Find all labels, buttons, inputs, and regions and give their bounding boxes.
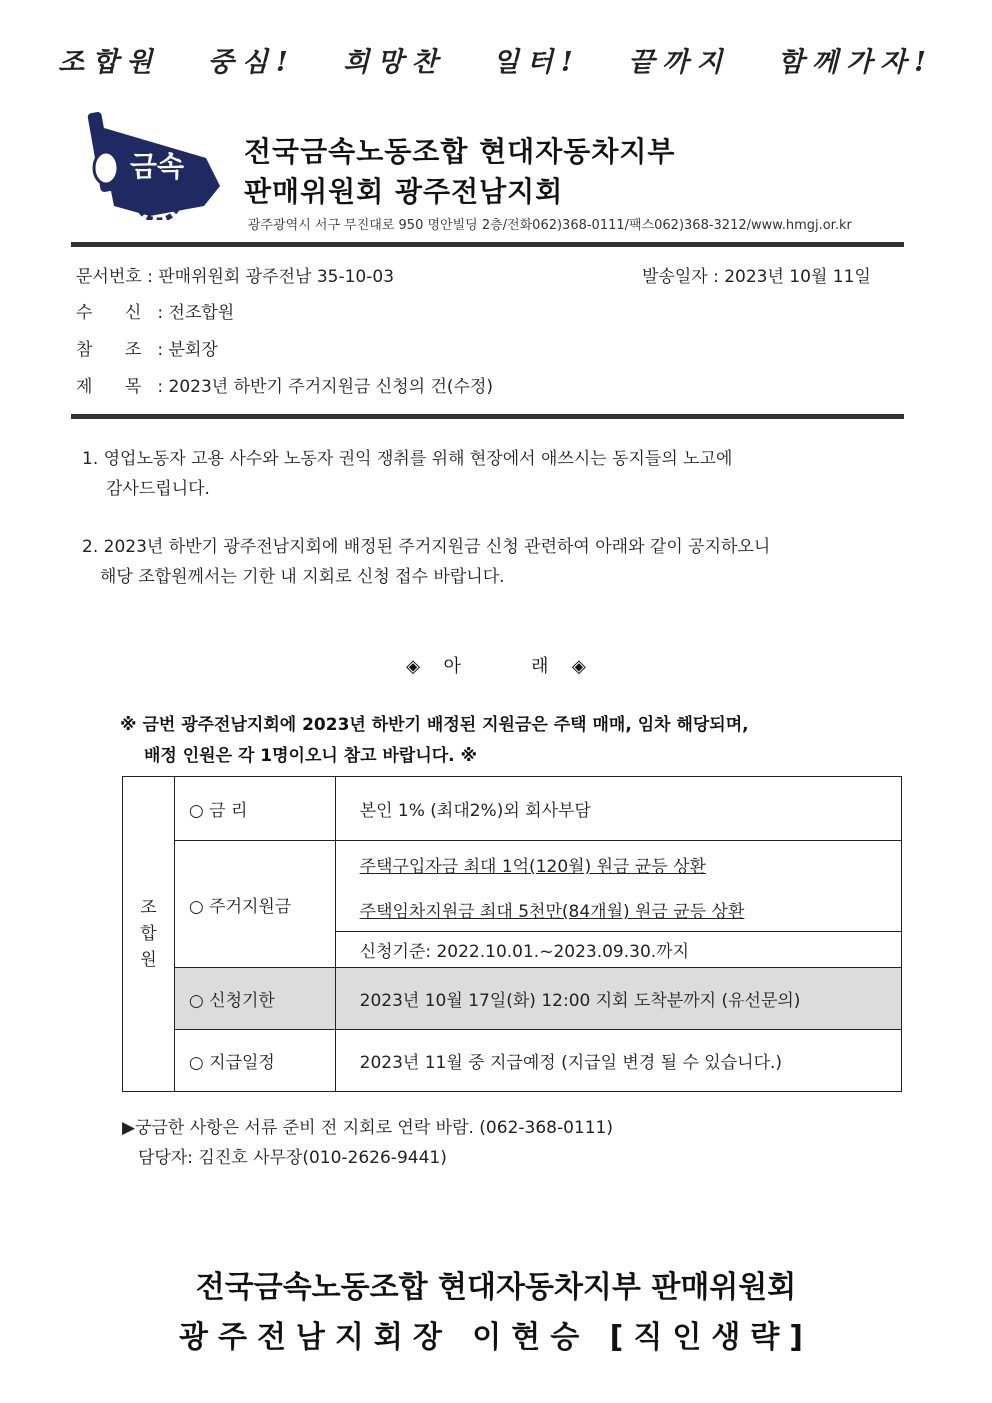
side-label — [123, 777, 175, 1092]
row-label: ○ 금 리 — [174, 777, 335, 841]
table-row-interest — [123, 777, 902, 841]
doc-number-label: 문서번호 — [76, 267, 142, 287]
info-table — [122, 776, 902, 1092]
row-value: 2023년 11월 중 지급예정 (지급일 변경 될 수 있습니다.) — [335, 1030, 901, 1092]
paragraph-2-line-2: 해당 조합원께서는 기한 내 지회로 신청 접수 바랍니다. — [100, 567, 505, 587]
paragraph-1-line-2: 감사드립니다. — [106, 479, 210, 499]
reference-label: 참 조 — [76, 340, 142, 360]
paragraph-2 — [82, 532, 770, 592]
row-value: 본인 1% (최대2%)외 회사부담 — [335, 777, 901, 841]
row-value: 2023년 10월 17일(화) 12:00 지회 도착분까지 (유선문의) — [335, 968, 901, 1030]
recipient-label: 수 신 — [76, 303, 142, 323]
contact-info — [122, 1113, 613, 1173]
paragraph-2-line-1: 2. 2023년 하반기 광주전남지회에 배정된 주거지원금 신청 관련하여 아래와 같이 공지하오니 — [82, 537, 771, 557]
table-row-support — [123, 841, 902, 889]
row-value-purchase: 주택구입자금 최대 1억(120월) 원금 균등 상환 — [335, 841, 901, 889]
send-date: 발송일자 : 2023년 10월 11일 — [642, 267, 871, 287]
notice — [120, 710, 749, 772]
meta-divider — [71, 414, 904, 419]
row-label: ○ 신청기한 — [174, 968, 335, 1030]
row-label: ○ 지급일정 — [174, 1030, 335, 1092]
subject-label: 제 목 — [76, 377, 142, 397]
footer-org: 전국금속노동조합 현대자동차지부 판매위원회 — [195, 1270, 797, 1305]
side-label-char: 합 — [140, 924, 157, 944]
org-name-line1: 전국금속노동조합 현대자동차지부 — [244, 135, 676, 168]
contact-line-2: 담당자: 김진호 사무장(010-2626-9441) — [138, 1148, 447, 1168]
table-row-deadline — [123, 968, 902, 1030]
subject: : 2023년 하반기 주거지원금 신청의 건(수정) — [157, 377, 494, 397]
org-address: 광주광역시 서구 무진대로 950 명안빌딩 2층/전화062)368-0111/팩스062)368-3212/www.hmgj.or.kr — [248, 218, 852, 233]
contact-line-1: ▶궁금한 사항은 서류 준비 전 지회로 연락 바람. (062-368-0111) — [122, 1118, 613, 1138]
paragraph-1-line-1: 1. 영업노동자 고용 사수와 노동자 권익 쟁취를 위해 현장에서 애쓰시는 동지들의 노고에 — [82, 449, 733, 469]
union-logo — [86, 106, 226, 220]
footer-signature: 광주전남지회장 이현승 [직인생략] — [178, 1320, 814, 1355]
header-divider — [71, 242, 904, 247]
logo-text: 금속 — [130, 150, 185, 183]
row-value-lease: 주택임차지원금 최대 5천만(84개월) 원금 균등 상환 — [335, 889, 901, 932]
org-name-line2: 판매위원회 광주전남지회 — [244, 175, 564, 208]
ahrae-heading: ◈ 아 래 ◈ — [406, 656, 586, 677]
doc-number-row — [76, 262, 394, 287]
row-label: ○ 주거지원금 — [174, 841, 335, 968]
notice-line-1: ※ 금번 광주전남지회에 2023년 하반기 배정된 지원금은 주택 매매, 임차 해당되며, — [120, 715, 749, 735]
logo-fist-icon — [94, 152, 118, 184]
row-value-criteria: 신청기준: 2022.10.01.~2023.09.30.까지 — [335, 932, 901, 968]
reference-row — [76, 335, 218, 360]
doc-number: : 판매위원회 광주전남 35-10-03 — [147, 267, 395, 287]
recipient: : 전조합원 — [157, 303, 235, 323]
paragraph-1 — [82, 444, 732, 504]
reference: : 분회장 — [157, 340, 218, 360]
table-row-payment — [123, 1030, 902, 1092]
notice-line-2: 배정 인원은 각 1명이오니 참고 바랍니다. ※ — [144, 746, 478, 766]
subject-row — [76, 372, 493, 397]
slogan: 조합원 중심! 희망찬 일터! 끝까지 함께가자! — [58, 47, 934, 78]
side-label-char: 조 — [140, 898, 157, 918]
recipient-row — [76, 298, 234, 323]
side-label-char: 원 — [140, 950, 157, 970]
